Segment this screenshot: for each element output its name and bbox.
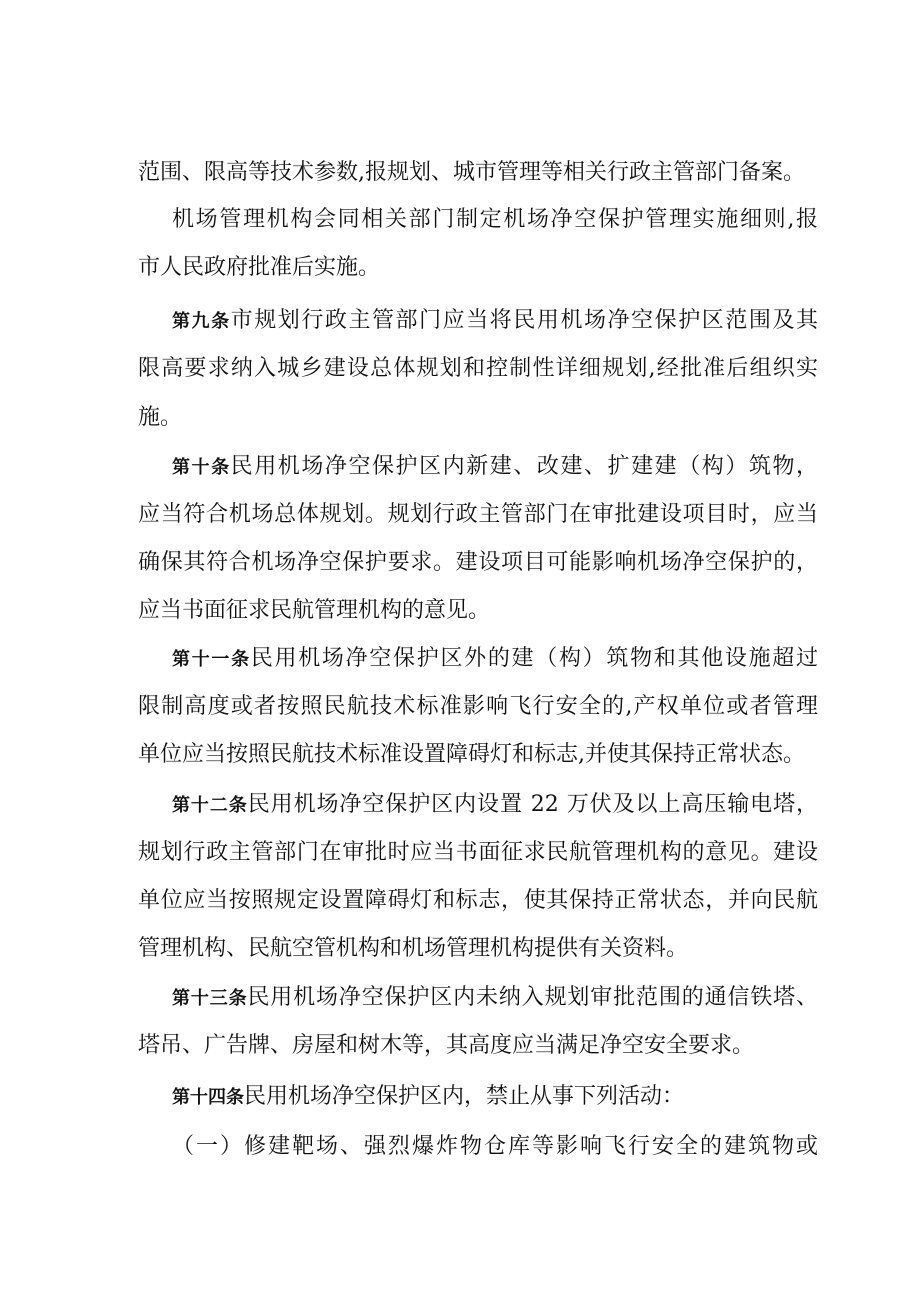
text-line: 单位应当按照民航技术标准设置障碍灯和标志,并使其保持正常状态。 <box>138 742 805 767</box>
article-13: 第十三条民用机场净空保护区内未纳入规划审批范围的通信铁塔、 <box>172 985 818 1010</box>
article-label: 第十三条 <box>172 988 248 1009</box>
article-label: 第十条 <box>172 457 231 478</box>
text-line: 管理机构、民航空管机构和机场管理机构提供有关资料。 <box>138 936 689 961</box>
text-line: 限制高度或者按照民航技术标准影响飞行安全的,产权单位或者管理 <box>138 694 818 719</box>
text-line: 确保其符合机场净空保护要求。建设项目可能影响机场净空保护的， <box>138 550 818 575</box>
article-label: 第十一条 <box>172 649 251 670</box>
text-line: 限高要求纳入城乡建设总体规划和控制性详细规划,经批准后组织实 <box>138 356 818 381</box>
text-line: 单位应当按照规定设置障碍灯和标志，使其保持正常状态，并向民航 <box>138 888 818 913</box>
text-line: 应当符合机场总体规划。规划行政主管部门在审批建设项目时，应当 <box>138 502 818 527</box>
list-item: （一）修建靶场、强烈爆炸物仓库等影响飞行安全的建筑物或 <box>172 1134 818 1159</box>
text-line: 塔吊、广告牌、房屋和树木等，其高度应当满足净空安全要求。 <box>138 1033 755 1058</box>
text-line: 市人民政府批准后实施。 <box>138 255 381 280</box>
text-line: 机场管理机构会同相关部门制定机场净空保护管理实施细则,报 <box>172 207 818 232</box>
article-label: 第十四条 <box>172 1087 244 1108</box>
article-label: 第十二条 <box>172 795 248 816</box>
text-line: 施。 <box>138 405 183 430</box>
text-line: 规划行政主管部门在审批时应当书面征求民航管理机构的意见。建设 <box>138 840 818 865</box>
article-14: 第十四条民用机场净空保护区内，禁止从事下列活动： <box>172 1084 685 1109</box>
text-line: 范围、限高等技术参数,报规划、城市管理等相关行政主管部门备案。 <box>138 160 805 185</box>
text-line: 应当书面征求民航管理机构的意见。 <box>138 598 491 623</box>
article-9: 第九条市规划行政主管部门应当将民用机场净空保护区范围及其 <box>172 308 818 333</box>
article-11: 第十一条民用机场净空保护区外的建（构）筑物和其他设施超过 <box>172 646 818 671</box>
article-label: 第九条 <box>172 311 231 332</box>
article-10: 第十条民用机场净空保护区内新建、改建、扩建建（构）筑物， <box>172 454 818 479</box>
article-12: 第十二条民用机场净空保护区内设置 22 万伏及以上高压输电塔， <box>172 792 819 817</box>
